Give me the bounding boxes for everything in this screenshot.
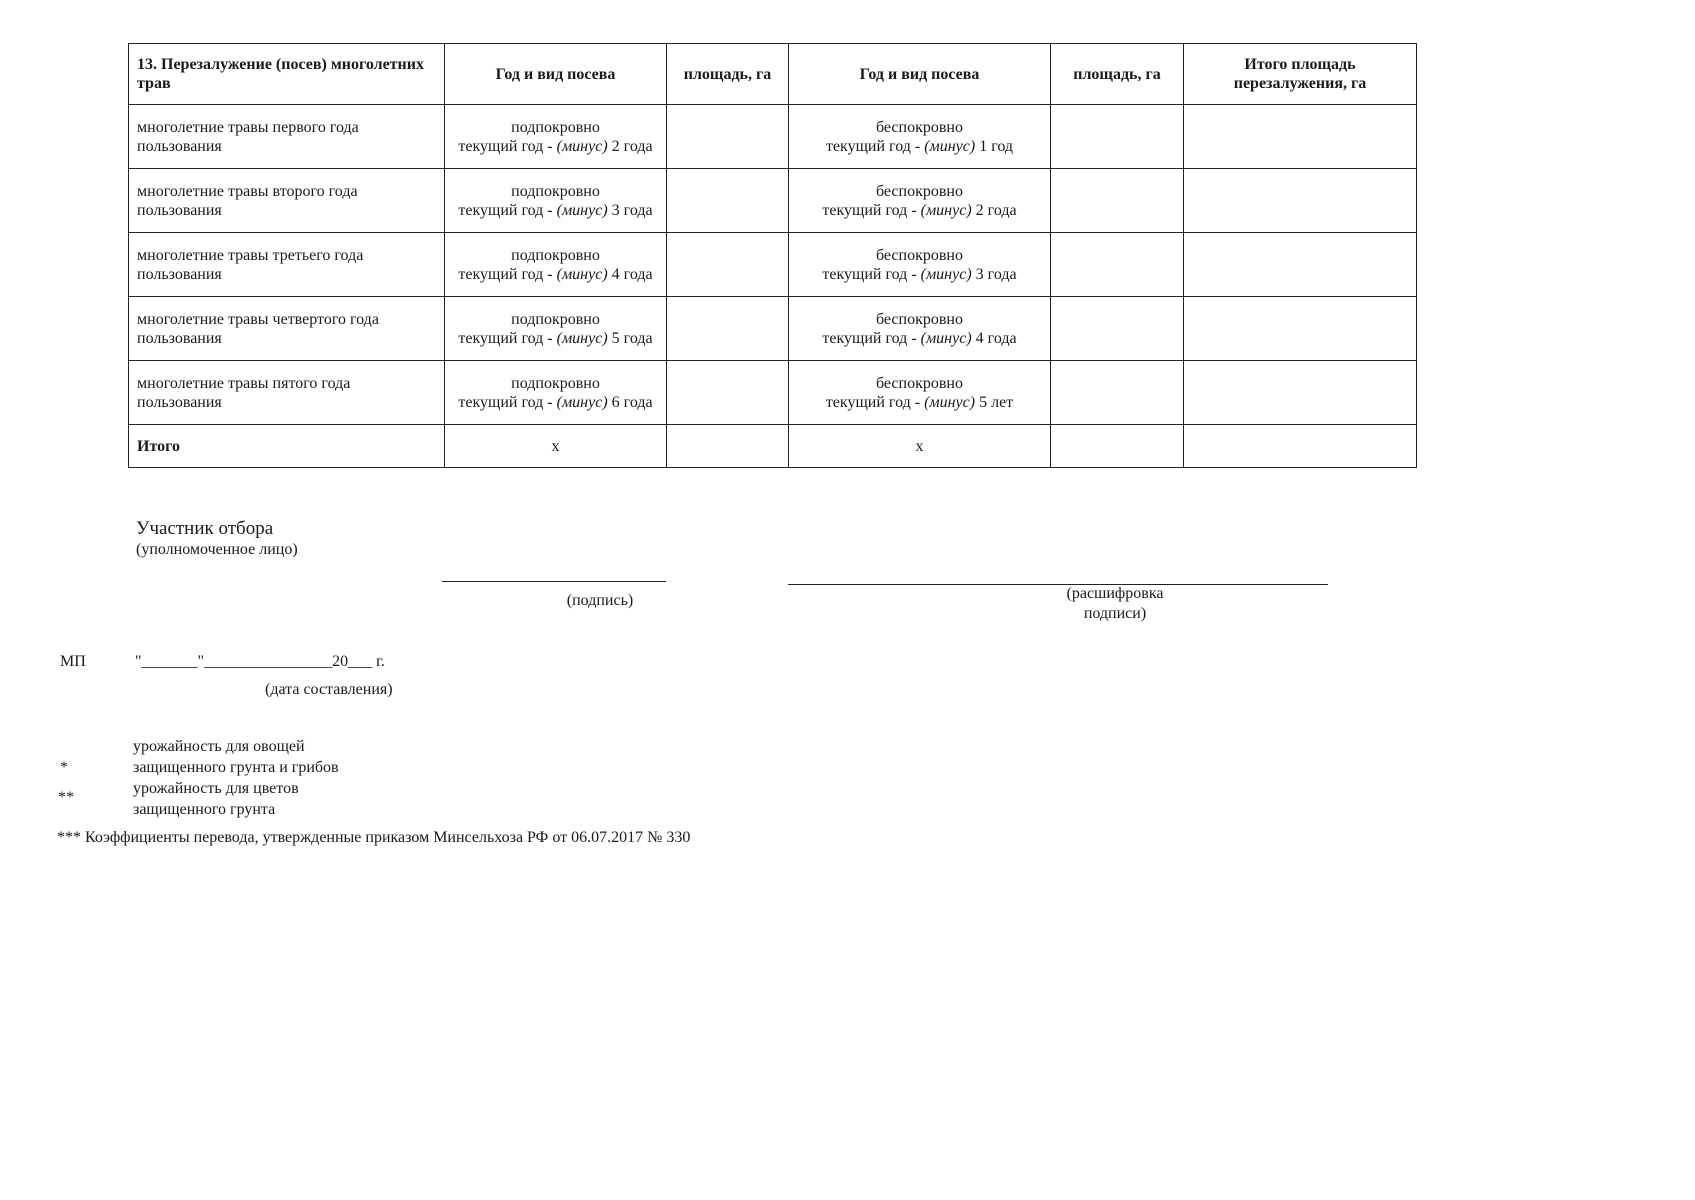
footnote-1-line1: урожайность для овощей (133, 738, 305, 755)
total-area-cell[interactable] (1184, 233, 1417, 297)
footnote-2-mark: ** (58, 789, 74, 806)
footnote-1-mark: * (60, 759, 68, 776)
total-area-cell[interactable] (1184, 105, 1417, 169)
header-total-area: Итого площадь перезалужения, га (1184, 44, 1417, 105)
row-label: многолетние травы пятого года пользования (129, 361, 445, 425)
header-year-type-undercover: Год и вид посева (445, 44, 667, 105)
undercover-sowing-cell: подпокровно текущий год - (минус) 5 года (445, 297, 667, 361)
table-row (129, 169, 1417, 233)
signature-caption: (подпись) (566, 592, 634, 609)
table-row (129, 105, 1417, 169)
footnote-3: *** Коэффициенты перевода, утвержденные приказом Минсельхоза РФ от 06.07.2017 № 330 (57, 829, 691, 846)
footnote-2-line2: защищенного грунта (133, 801, 276, 818)
undercover-sowing-cell: подпокровно текущий год - (минус) 4 года (445, 233, 667, 297)
total-area-cell[interactable] (1184, 361, 1417, 425)
clear-sowing-cell: беспокровно текущий год - (минус) 5 лет (789, 361, 1051, 425)
authorized-person-label: (уполномоченное лицо) (136, 541, 298, 558)
reseeding-table (128, 43, 1417, 468)
header-area-undercover: площадь, га (667, 44, 789, 105)
total-x-mark: x (789, 425, 1051, 468)
stamp-place-label: МП (60, 653, 86, 670)
area-input-cell[interactable] (1051, 361, 1184, 425)
area-input-cell[interactable] (667, 169, 789, 233)
total-area-input-cell[interactable] (667, 425, 789, 468)
area-input-cell[interactable] (667, 297, 789, 361)
table-row (129, 233, 1417, 297)
table-row (129, 361, 1417, 425)
clear-sowing-cell: беспокровно текущий год - (минус) 4 года (789, 297, 1051, 361)
table-header-row (129, 44, 1417, 105)
footnote-1-line2: защищенного грунта и грибов (133, 759, 339, 776)
table-total-row (129, 425, 1417, 468)
participant-label: Участник отбора (136, 518, 274, 539)
header-section-title: 13. Перезалужение (посев) многолетних трав (129, 44, 445, 105)
decoding-caption-line2: подписи) (1083, 605, 1147, 622)
row-label: многолетние травы четвертого года пользования (129, 297, 445, 361)
total-area-input-cell[interactable] (1051, 425, 1184, 468)
signature-line[interactable] (442, 581, 666, 582)
total-area-cell[interactable] (1184, 297, 1417, 361)
area-input-cell[interactable] (667, 361, 789, 425)
row-label: многолетние травы третьего года пользования (129, 233, 445, 297)
header-year-type-clear: Год и вид посева (789, 44, 1051, 105)
undercover-sowing-cell: подпокровно текущий год - (минус) 2 года (445, 105, 667, 169)
area-input-cell[interactable] (1051, 233, 1184, 297)
row-label: многолетние травы второго года пользования (129, 169, 445, 233)
header-area-clear: площадь, га (1051, 44, 1184, 105)
footnote-2-line1: урожайность для цветов (133, 780, 299, 797)
undercover-sowing-cell: подпокровно текущий год - (минус) 6 года (445, 361, 667, 425)
area-input-cell[interactable] (1051, 297, 1184, 361)
date-field[interactable]: "_______"________________20___ г. (135, 653, 385, 670)
total-area-cell[interactable] (1184, 169, 1417, 233)
total-x-mark: x (445, 425, 667, 468)
table-row (129, 297, 1417, 361)
decoding-caption-line1: (расшифровка (1066, 585, 1164, 602)
area-input-cell[interactable] (1051, 105, 1184, 169)
clear-sowing-cell: беспокровно текущий год - (минус) 1 год (789, 105, 1051, 169)
area-input-cell[interactable] (667, 233, 789, 297)
grand-total-cell[interactable] (1184, 425, 1417, 468)
row-label: многолетние травы первого года пользования (129, 105, 445, 169)
total-label: Итого (129, 425, 445, 468)
undercover-sowing-cell: подпокровно текущий год - (минус) 3 года (445, 169, 667, 233)
clear-sowing-cell: беспокровно текущий год - (минус) 3 года (789, 233, 1051, 297)
date-caption: (дата составления) (265, 681, 393, 698)
area-input-cell[interactable] (1051, 169, 1184, 233)
clear-sowing-cell: беспокровно текущий год - (минус) 2 года (789, 169, 1051, 233)
area-input-cell[interactable] (667, 105, 789, 169)
